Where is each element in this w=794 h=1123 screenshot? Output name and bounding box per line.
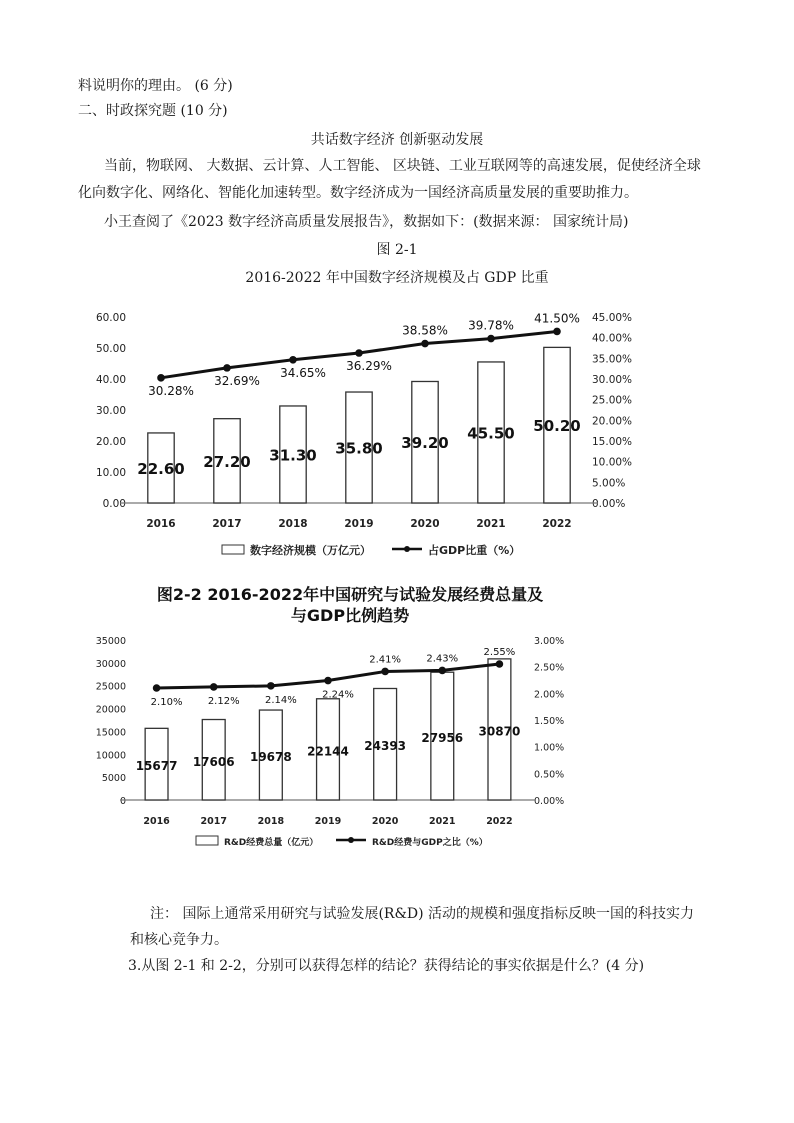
line-point <box>267 682 275 690</box>
line-point <box>210 683 218 691</box>
x-axis-tick-label: 2020 <box>410 518 440 530</box>
x-axis-tick-label: 2019 <box>344 518 374 530</box>
legend-line-marker <box>404 546 410 552</box>
y-axis-tick-label: 20000 <box>95 704 126 716</box>
paragraph-1-line-1: 当前，物联网、 大数据、云计算、人工智能、 区块链、工业互联网等的高速发展，促使经济全球 <box>104 158 701 174</box>
x-axis-tick-label: 2020 <box>371 816 399 827</box>
line-point <box>223 364 231 372</box>
y2-axis-tick-label: 2.00% <box>534 689 565 701</box>
note-line-1: 注： 国际上通常采用研究与试验发展(R&D) 活动的规模和强度指标反映一国的科技实力 <box>150 906 695 922</box>
line-point <box>153 684 161 692</box>
line-data-label: 30.28% <box>148 383 194 398</box>
legend-bar-swatch <box>222 545 244 554</box>
legend-bar-label: R&D经费总量（亿元） <box>224 838 319 848</box>
y2-axis-tick-label: 1.50% <box>534 716 565 727</box>
paragraph-2: 小王查阅了《2023 数字经济高质量发展报告》，数据如下：(数据来源： 国家统计局) <box>104 214 629 230</box>
y2-axis-tick-label: 1.00% <box>534 742 565 754</box>
x-axis-tick-label: 2021 <box>429 816 456 827</box>
bar-data-label: 35.80 <box>335 439 383 458</box>
section-heading: 二、时政探究题 (10 分) <box>78 103 228 119</box>
y2-axis-tick-label: 10.00% <box>592 456 633 469</box>
y-axis-tick-label: 60.00 <box>95 312 126 324</box>
line-data-label: 2.55% <box>483 647 516 658</box>
y2-axis-tick-label: 30.00% <box>592 374 633 386</box>
line-data-label: 2.41% <box>369 654 402 666</box>
bar-data-label: 22144 <box>307 744 349 759</box>
y-axis-tick-label: 20.00 <box>95 436 126 448</box>
passage-title: 共话数字经济 创新驱动发展 <box>310 132 484 148</box>
previous-question-tail: 料说明你的理由。 (6 分) <box>78 78 233 94</box>
y2-axis-tick-label: 20.00% <box>592 415 633 428</box>
y-axis-tick-label: 30.00 <box>95 405 126 417</box>
x-axis-tick-label: 2022 <box>542 518 572 530</box>
y-axis-tick-label: 5000 <box>101 773 126 785</box>
figure-2-title-line-2: 与GDP比例趋势 <box>290 606 410 625</box>
bar-data-label: 19678 <box>249 750 292 765</box>
y2-axis-tick-label: 40.00% <box>592 332 633 345</box>
line-data-label: 2.10% <box>150 697 183 708</box>
question-3: 3.从图 2-1 和 2-2，分别可以获得怎样的结论？获得结论的事实依据是什么？(4 分) <box>128 958 645 974</box>
line-data-label: 2.43% <box>426 653 459 665</box>
line-data-label: 34.65% <box>280 365 326 380</box>
line-data-label: 41.50% <box>534 311 580 326</box>
y2-axis-tick-label: 5.00% <box>592 477 626 490</box>
bar-data-label: 27.20 <box>203 452 251 471</box>
line-data-label: 2.24% <box>322 689 354 701</box>
y-axis-tick-label: 15000 <box>95 727 126 739</box>
bar-data-label: 50.20 <box>533 417 581 436</box>
line-data-label: 2.12% <box>207 695 240 707</box>
line-data-label: 39.78% <box>468 318 514 333</box>
line-point <box>421 340 429 348</box>
note-line-2: 和核心竞争力。 <box>130 932 228 948</box>
bar-data-label: 24393 <box>364 739 407 754</box>
x-axis-tick-label: 2016 <box>146 518 176 530</box>
x-axis-tick-label: 2018 <box>278 518 308 530</box>
legend-line-marker <box>348 837 354 843</box>
x-axis-tick-label: 2018 <box>257 816 285 827</box>
y-axis-tick-label: 0 <box>119 796 126 807</box>
y2-axis-tick-label: 15.00% <box>592 436 633 448</box>
legend-bar-swatch <box>196 836 218 845</box>
x-axis-tick-label: 2016 <box>143 816 170 827</box>
bar-data-label: 39.20 <box>401 434 449 453</box>
y-axis-tick-label: 40.00 <box>95 374 126 386</box>
y2-axis-tick-label: 0.00% <box>534 796 565 807</box>
line-point <box>438 667 446 675</box>
line-point <box>355 349 363 357</box>
bar-data-label: 30870 <box>478 724 521 739</box>
bar-data-label: 17606 <box>192 754 235 769</box>
x-axis-tick-label: 2021 <box>476 518 506 530</box>
bar-data-label: 15677 <box>135 759 178 774</box>
legend-line-label: 占GDP比重（%） <box>428 544 521 557</box>
bar-data-label: 45.50 <box>467 424 515 443</box>
y2-axis-tick-label: 2.50% <box>534 662 565 674</box>
y2-axis-tick-label: 0.00% <box>592 498 626 510</box>
bar-data-label: 27956 <box>421 731 464 746</box>
line-point <box>324 677 332 685</box>
y2-axis-tick-label: 35.00% <box>592 353 633 366</box>
y-axis-tick-label: 10000 <box>95 750 126 762</box>
chart-rd-expenditure <box>0 630 794 860</box>
line-data-label: 38.58% <box>402 323 448 338</box>
line-data-label: 36.29% <box>346 359 392 374</box>
line-point <box>487 335 495 343</box>
y-axis-tick-label: 50.00 <box>95 343 126 355</box>
paragraph-1-line-2: 化向数字化、网络化、智能化加速转型。数字经济成为一国经济高质量发展的重要助推力。 <box>78 185 638 201</box>
legend-line-label: R&D经费与GDP之比（%） <box>372 838 488 848</box>
x-axis-tick-label: 2022 <box>486 816 513 827</box>
y2-axis-tick-label: 3.00% <box>534 636 565 647</box>
legend-bar-label: 数字经济规模（万亿元） <box>250 544 371 557</box>
line-point <box>157 374 165 382</box>
figure-1-title: 2016-2022 年中国数字经济规模及占 GDP 比重 <box>245 270 549 286</box>
y2-axis-tick-label: 45.00% <box>592 312 633 324</box>
x-axis-tick-label: 2017 <box>212 518 242 530</box>
figure-2-title-line-1: 图2-2 2016-2022年中国研究与试验发展经费总量及 <box>156 585 544 604</box>
line-data-label: 32.69% <box>214 373 260 388</box>
line-point <box>553 328 561 336</box>
line-point <box>496 660 504 668</box>
line-point <box>381 668 389 676</box>
y-axis-tick-label: 30000 <box>95 658 126 670</box>
bar-data-label: 22.60 <box>137 459 185 478</box>
x-axis-tick-label: 2019 <box>314 816 342 827</box>
y-axis-tick-label: 35000 <box>95 636 126 647</box>
bar-data-label: 31.30 <box>269 446 317 465</box>
y-axis-tick-label: 10.00 <box>95 467 126 479</box>
y2-axis-tick-label: 25.00% <box>592 394 633 407</box>
y-axis-tick-label: 0.00 <box>102 498 126 510</box>
y-axis-tick-label: 25000 <box>95 681 126 693</box>
chart-digital-economy <box>0 300 794 590</box>
line-data-label: 2.14% <box>264 694 297 706</box>
x-axis-tick-label: 2017 <box>200 816 227 827</box>
figure-1-label: 图 2-1 <box>376 242 418 258</box>
y2-axis-tick-label: 0.50% <box>534 769 565 781</box>
line-point <box>289 356 297 364</box>
